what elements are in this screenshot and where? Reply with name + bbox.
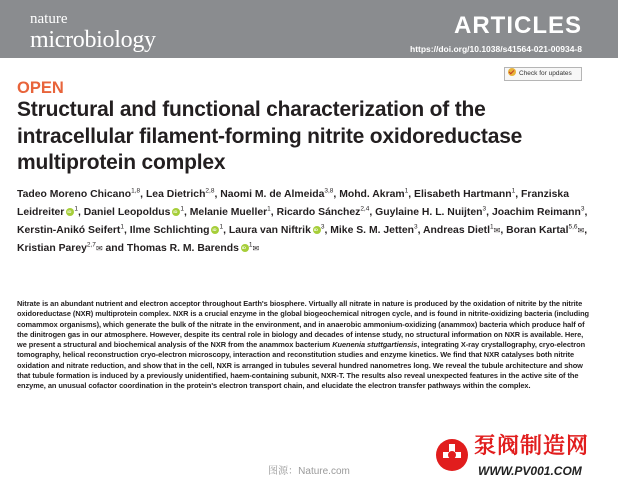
author-name[interactable]: Joachim Reimann [491, 207, 581, 218]
affiliation-marker: 3 [580, 205, 585, 213]
author-entry [375, 207, 486, 218]
doi-link[interactable]: https://doi.org/10.1038/s41564-021-00934-8 [410, 44, 582, 54]
abstract-text-end: , integrating X-ray crystallography, cryo-electron tomography, helical reconstruction cryo-electron microscopy, interaction and reconstitution studies and enzyme kinetics. We find that NXR catalyses both nitrite oxidation and nitrate reduction, and show that in the cell, NXR is arranged in tubules several hundred nanometres long. We reveal the tubule architecture and show that tubule formation is induced by a previously unidentified, haem-containing subunit, NXR-T. The results also reveal unexpected features in the active site of the enzyme, an unusual cofactor coordination in the protein's electron transport chain, and elucidate the electron transfer pathways within the complex. [17, 340, 586, 391]
affiliation-marker: 3,8 [324, 187, 334, 195]
author-name[interactable]: Ricardo Sánchez [276, 207, 361, 218]
affiliation-marker: 5,6 [568, 223, 578, 231]
affiliation-marker: 1 [404, 187, 409, 195]
check-updates-button[interactable] [504, 67, 582, 81]
affiliation-marker: 1 [267, 205, 271, 213]
valve-logo-icon [434, 437, 470, 473]
author-entry [84, 207, 184, 218]
orcid-icon[interactable] [241, 244, 249, 252]
affiliation-marker: 1 [511, 187, 516, 195]
author-name[interactable]: Kristian Parey [17, 243, 87, 254]
abstract-species-name: Kuenenia stuttgartiensis [332, 340, 418, 350]
author-entry [17, 225, 124, 236]
abstract [17, 299, 591, 392]
affiliation-marker: 1 [74, 205, 78, 213]
affiliation-marker: 1,8 [131, 187, 141, 195]
orcid-icon[interactable] [172, 208, 180, 216]
author-conjunction: and [102, 243, 127, 254]
author-entry [146, 189, 215, 200]
author-entry [220, 189, 333, 200]
author-name[interactable]: Laura van Niftrik [228, 225, 311, 236]
affiliation-marker: 1 [490, 223, 494, 231]
author-entry [414, 189, 515, 200]
author-entry [130, 225, 223, 236]
orcid-icon[interactable] [313, 226, 321, 234]
author-name[interactable]: Naomi M. de Almeida [220, 189, 325, 200]
journal-logo-line1: nature [30, 11, 68, 27]
affiliation-marker: 3 [320, 223, 325, 231]
watermark-url: WWW.PV001.COM [478, 464, 582, 478]
author-name[interactable]: Ilme Schlichting [129, 225, 210, 236]
orcid-icon[interactable] [66, 208, 74, 216]
author-entry [17, 189, 140, 200]
author-name[interactable]: Mike S. M. Jetten [330, 225, 414, 236]
author-name[interactable]: Mohd. Akram [339, 189, 405, 200]
author-name[interactable]: Lea Dietrich [145, 189, 206, 200]
affiliation-marker: 1 [219, 223, 224, 231]
author-entry [190, 207, 271, 218]
author-name[interactable]: Melanie Mueller [189, 207, 268, 218]
journal-logo-line2: microbiology [30, 27, 156, 53]
email-icon[interactable]: ✉ [95, 244, 103, 253]
email-icon[interactable]: ✉ [577, 226, 585, 235]
author-entry [492, 207, 585, 218]
article-title: Structural and functional characterization of the intracellular filament-forming nitrite oxidoreductase multiprotein complex [17, 98, 523, 174]
author-entry [506, 225, 584, 236]
author-name[interactable]: Andreas Dietl [423, 225, 490, 236]
author-entry [229, 225, 325, 236]
orcid-icon[interactable] [211, 226, 219, 234]
affiliation-marker: 2,4 [360, 205, 370, 213]
author-entry [17, 243, 103, 254]
author-name[interactable]: Daniel Leopoldus [83, 207, 171, 218]
author-name[interactable]: Kerstin-Anikó Seifert [17, 225, 121, 236]
check-updates-label: Check for updates [519, 70, 572, 77]
affiliation-marker: 3 [482, 205, 487, 213]
open-access-label: OPEN [17, 79, 64, 97]
affiliation-marker: 1 [120, 223, 124, 231]
author-entry [330, 225, 417, 236]
affiliation-marker: 3 [414, 223, 418, 231]
author-name[interactable]: Thomas R. M. Barends [126, 243, 239, 254]
author-list: Tadeo Moreno Chicano$^{1,8}$, Lea Dietrich$^{2,8}$, Naomi M. de Almeida$^{3,8}$, Mohd. Akram$^1$, Elisabeth Hartmann$^1$, Franziska LeidreiteriD $^1$, Daniel LeopoldusiD $^1$, Melanie Mueller$^1$, Ricardo Sánchez$^{2,4}$, Guylaine H. L. Nuijten$^3$, Joachim Reimann$^3$, Kerstin-Anikó Seifert$^1$, Ilme SchlichtingiD $^1$, Laura van NiftrikiD $^3$, Mike S. M. Jetten$^3$, Andreas Dietl$^1$✉, Boran Kartal$^{5,6}$✉, Kristian Parey$^{2,7}$✉ and Thomas R. M. BarendsiD $^1$✉ [17, 186, 607, 258]
watermark-name: 泵阀制造网 [474, 434, 590, 459]
abstract-text-start: Nitrate is an abundant nutrient and electron acceptor throughout Earth's biosphere. Virtually all nitrate in nature is produced by the oxidation of nitrite by the nitrite oxidoreductase (NXR) multiprotein complex. NXR is a crucial enzyme in the global biogeochemical nitrogen cycle, and is found in nitrite-oxidizing bacteria (including comammox organisms), which generate the bulk of the nitrate in the environment, and in anaerobic ammonium-oxidizing (anammox) bacteria which produce half of the dinitrogen gas in our atmosphere. However, despite its central role in biology and decades of intense study, no structural information on NXR is available. Here, we present a structural and biochemical analysis of the NXR from the anammox bacterium [17, 299, 590, 350]
email-icon[interactable]: ✉ [493, 226, 501, 235]
author-entry [277, 207, 370, 218]
journal-header [0, 0, 618, 58]
affiliation-marker: 2,7 [86, 241, 96, 249]
section-label: ARTICLES [454, 12, 582, 39]
author-entry [339, 189, 408, 200]
affiliation-marker: 2,8 [205, 187, 215, 195]
check-updates-icon [508, 68, 516, 76]
author-name[interactable]: Franziska Leidreiter [17, 189, 569, 218]
email-icon[interactable]: ✉ [252, 244, 260, 253]
author-entry [423, 225, 500, 236]
author-entry [127, 243, 259, 254]
affiliation-marker: 1 [248, 241, 253, 249]
watermark [434, 432, 614, 484]
author-name[interactable]: Boran Kartal [506, 225, 569, 236]
author-name[interactable]: Elisabeth Hartmann [414, 189, 512, 200]
author-name[interactable]: Guylaine H. L. Nuijten [375, 207, 483, 218]
author-name[interactable]: Tadeo Moreno Chicano [17, 189, 132, 200]
affiliation-marker: 1 [180, 205, 184, 213]
image-source-caption: 图源：Nature.com [268, 466, 350, 477]
